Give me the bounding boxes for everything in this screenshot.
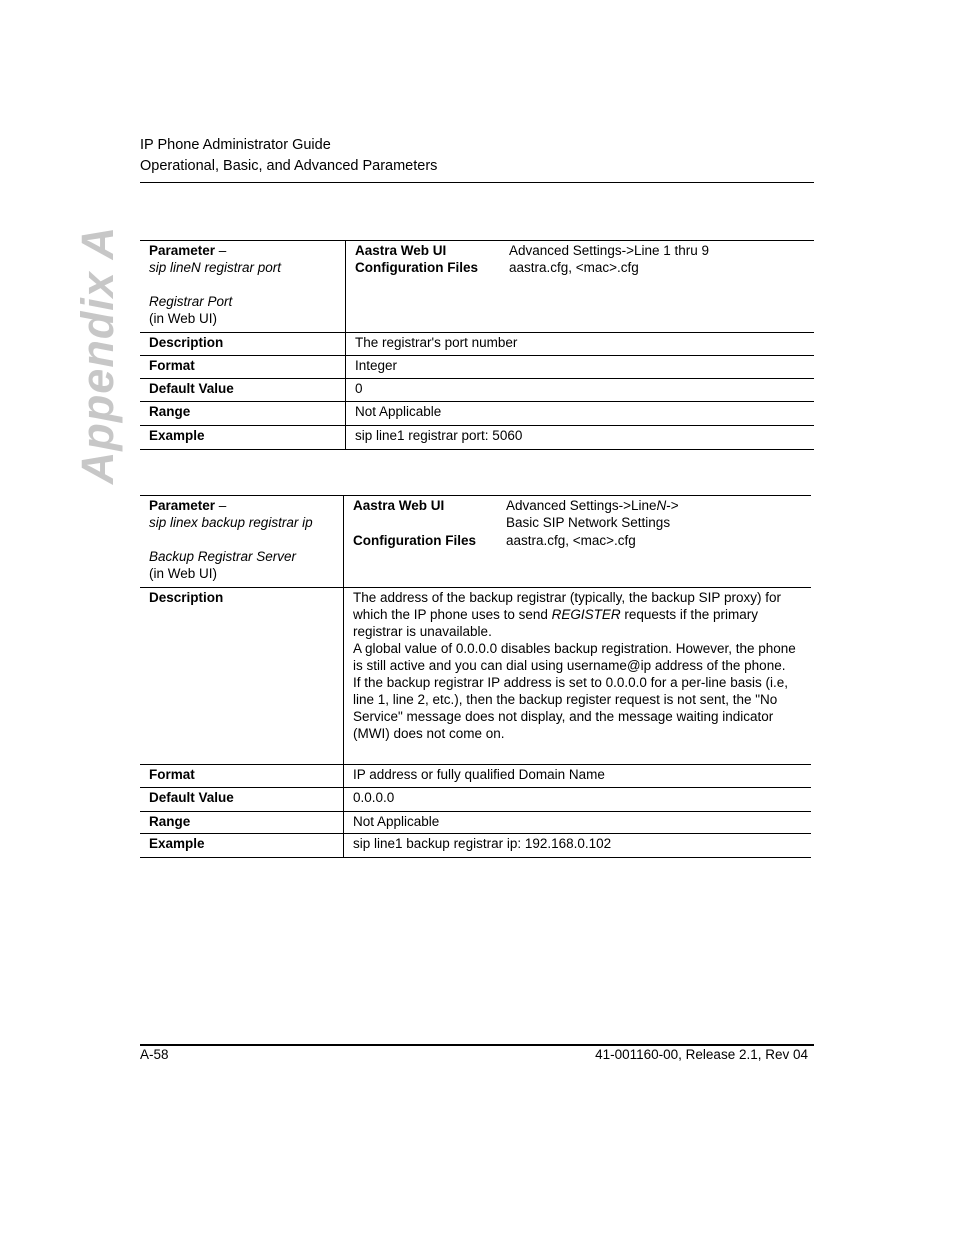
appendix-side-label-text: Appendix A <box>72 225 123 485</box>
table-row <box>140 788 811 812</box>
page-number: A-58 <box>140 1047 169 1062</box>
row-value: Not Applicable <box>353 814 440 829</box>
config-label: Configuration Files <box>353 533 476 548</box>
source-cell <box>346 241 815 333</box>
param-label: Parameter <box>149 498 216 513</box>
description-para-1 <box>353 589 803 640</box>
table-row <box>140 834 811 858</box>
config-value: aastra.cfg, <mac>.cfg <box>506 533 636 548</box>
param-dash: – <box>215 243 227 258</box>
param-cell <box>140 496 344 588</box>
registrar-port-table <box>140 240 814 450</box>
row-label: Default Value <box>149 790 234 805</box>
web-ui-value-b: N <box>656 498 667 513</box>
table-row <box>140 333 814 356</box>
header-subtitle: Operational, Basic, and Advanced Parameters <box>140 158 438 174</box>
row-label: Example <box>149 836 205 851</box>
web-name: Registrar Port <box>149 294 233 309</box>
web-suffix: (in Web UI) <box>149 566 218 581</box>
web-ui-label: Aastra Web UI <box>355 243 447 258</box>
row-value: sip line1 registrar port: 5060 <box>355 428 523 443</box>
row-value: 0.0.0.0 <box>353 790 395 805</box>
row-value: Not Applicable <box>355 404 442 419</box>
config-label: Configuration Files <box>355 260 478 275</box>
footer-rule <box>140 1044 814 1046</box>
row-label: Description <box>149 590 224 605</box>
table-row <box>140 765 811 788</box>
row-label: Format <box>149 767 195 782</box>
description-para-3: If the backup registrar IP address is set to 0.0.0.0 for a per-line basis (i.e, line 1, line 2, etc.), then the backup register request is not sent, the "No Service" message does not display, and the message waiting indicator (MWI) does not come on. <box>353 675 788 741</box>
row-value: Integer <box>355 358 398 373</box>
row-label: Default Value <box>149 381 234 396</box>
param-name: sip linex backup registrar ip <box>149 515 313 530</box>
row-label: Description <box>149 335 224 350</box>
row-label: Range <box>149 404 191 419</box>
row-label: Format <box>149 358 195 373</box>
table-row <box>140 402 814 426</box>
table-row <box>140 356 814 379</box>
web-ui-value-2: Basic SIP Network Settings <box>506 515 671 530</box>
source-cell <box>344 496 812 588</box>
table-row <box>140 241 814 333</box>
row-value: 0 <box>355 381 363 396</box>
param-label: Parameter <box>149 243 216 258</box>
row-label: Range <box>149 814 191 829</box>
config-value: aastra.cfg, <mac>.cfg <box>509 260 639 275</box>
header-title: IP Phone Administrator Guide <box>140 137 331 153</box>
desc-text: The address of the backup registrar (typically, the backup SIP proxy) for which the IP phone uses to send <box>353 590 781 622</box>
doc-id: 41-001160-00, Release 2.1, Rev 04 <box>595 1047 808 1062</box>
header-rule <box>140 182 814 183</box>
desc-text: requests if the primary registrar is unavailable. <box>353 607 758 639</box>
table-row <box>140 379 814 402</box>
row-value: IP address or fully qualified Domain Name <box>353 767 605 782</box>
desc-register: REGISTER <box>551 607 621 622</box>
web-ui-label: Aastra Web UI <box>353 498 445 513</box>
web-ui-value-a: Advanced Settings->Line <box>506 498 657 513</box>
table-row <box>140 496 811 588</box>
table-row <box>140 588 811 765</box>
web-name: Backup Registrar Server <box>149 549 297 564</box>
web-ui-value-c: -> <box>666 498 679 513</box>
description-para-2: A global value of 0.0.0.0 disables backup registration. However, the phone is still active and you can dial using username@ip address of the phone. <box>353 641 796 673</box>
web-suffix: (in Web UI) <box>149 311 218 326</box>
backup-registrar-table <box>140 495 811 858</box>
web-ui-value: Advanced Settings->Line 1 thru 9 <box>509 243 710 258</box>
row-label: Example <box>149 428 205 443</box>
param-name: sip lineN registrar port <box>149 260 282 275</box>
param-cell <box>140 241 346 333</box>
row-value: sip line1 backup registrar ip: 192.168.0.102 <box>353 836 612 851</box>
table-row <box>140 812 811 834</box>
row-value: The registrar's port number <box>355 335 518 350</box>
table-row <box>140 426 814 450</box>
param-dash: – <box>215 498 227 513</box>
description-cell <box>344 588 812 765</box>
